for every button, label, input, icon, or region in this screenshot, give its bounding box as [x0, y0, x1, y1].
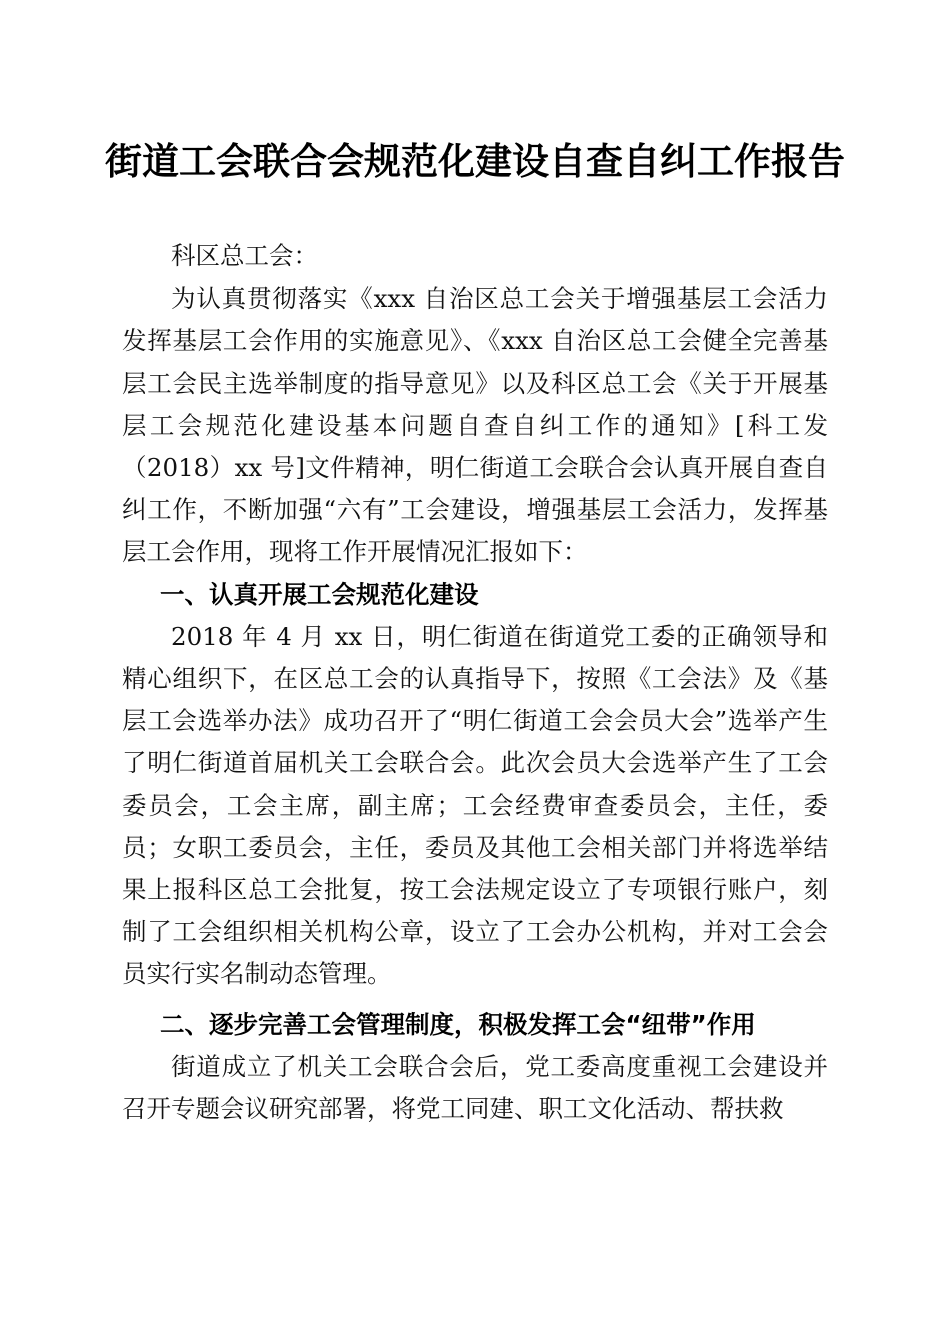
- document-body: [122, 235, 828, 1130]
- salutation: 科区总工会：: [171, 241, 318, 270]
- section-1-heading: 一、认真开展工会规范化建设: [160, 579, 479, 609]
- section-2-heading: 二、逐步完善工会管理制度，积极发挥工会“纽带”作用: [160, 1009, 756, 1039]
- section-1-paragraph: 2018 年 4 月 xx 日，明仁街道在街道党工委的正确领导和精心组织下，在区总工会的认真指导下，按照《工会法》及《基层工会选举办法》成功召开了“明仁街道工会会员大会”选举产生了明仁街道首届机关工会联合会。此次会员大会选举产生了工会委员会，工会主席，副主席；工会经费审查委员会，主任，委员；女职工委员会，主任，委员及其他工会相关部门并将选举结果上报科区总工会批复，按工会法规定设立了专项银行账户，刻制了工会组织相关机构公章，设立了工会办公机构，并对工会会员实行实名制动态管理。: [122, 621, 828, 989]
- document-title: 街道工会联合会规范化建设自查自纠工作报告: [105, 139, 845, 183]
- intro-paragraph: 为认真贯彻落实《xxx 自治区总工会关于增强基层工会活力发挥基层工会作用的实施意见》、《xxx 自治区总工会健全完善基层工会民主选举制度的指导意见》以及科区总工会《关于开展基层工会规范化建设基本问题自查自纠工作的通知》[科工发（2018）xx 号]文件精神，明仁街道工会联合会认真开展自查自纠工作，不断加强“六有”工会建设，增强基层工会活力，发挥基层工会作用，现将工作开展情况汇报如下：: [122, 284, 828, 567]
- section-2-paragraph: 街道成立了机关工会联合会后，党工委高度重视工会建设并召开专题会议研究部署，将党工同建、职工文化活动、帮扶救: [122, 1051, 828, 1124]
